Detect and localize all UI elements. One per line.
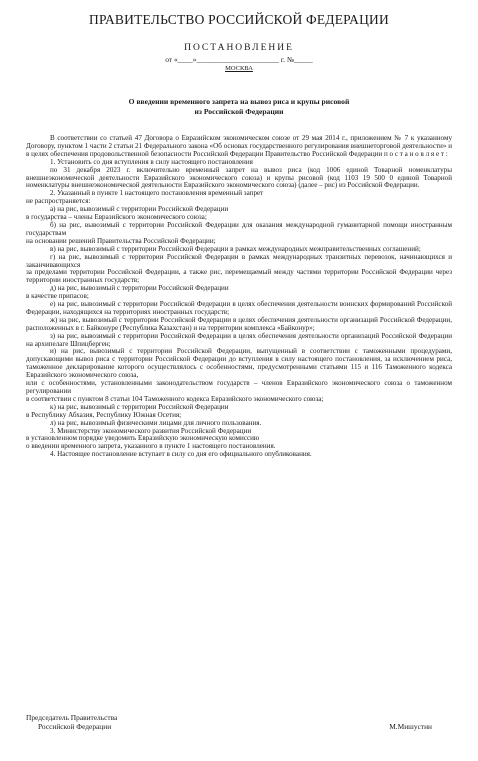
signatory-position-line-2: Российской Федерации xyxy=(38,722,112,731)
paragraph-item-4: 4. Настоящее постановление вступает в силу со дня его официального опубликования. xyxy=(50,450,312,459)
subitem-g: г) на рис, вывозимый с территории Российской Федерации в рамках международных транзитных перевозок, начинающихся и заканчивающихся xyxy=(26,252,452,269)
subitem-v: в) на рис, вывозимый с территории Российской Федерации в рамках международных межправительственных соглашений; xyxy=(50,244,421,253)
government-heading: ПРАВИТЕЛЬСТВО РОССИЙСКОЙ ФЕДЕРАЦИИ xyxy=(89,12,389,27)
signature-block xyxy=(26,713,432,731)
subitem-k: к) на рис, вывозимый с территории Российской Федерации xyxy=(50,402,229,411)
subitem-e: е) на рис, вывозимый с территории Российской Федерации в целях обеспечения деятельности воинских формирований Российской Федерации, находящихся на территориях иностранных государств; xyxy=(26,300,452,316)
subitem-i: и) на рис, вывозимый с территории Российской Федерации, выпущенный в соответствии с таможенными процедурами, допускающими вывоз риса с территории Российской Федерации до вступления в силу настоящего постановления, за исключением риса, таможенное декларирование которого осуществлялось с особенностями, предусмотренными статьями 115 и 116 Таможенного кодекса Евразийского экономического союза, xyxy=(26,347,452,380)
date-number-line: от «____»______________________ г. №_____ xyxy=(165,55,313,64)
paragraph-item-2-cont: не распространяется: xyxy=(26,197,91,206)
subitem-d: д) на рис, вывозимый с территории Российской Федерации xyxy=(50,284,229,293)
subitem-a-cont: в государства – члены Евразийского экономического союза; xyxy=(26,213,207,222)
signatory-position-line-1: Председатель Правительства xyxy=(26,713,118,722)
document-body xyxy=(26,135,452,459)
subitem-d-cont: в качестве припасов; xyxy=(26,292,89,301)
subitem-b-cont: на основании решений Правительства Российской Федерации; xyxy=(26,236,216,245)
paragraph-item-3: 3. Министерству экономического развития Российской Федерации xyxy=(50,426,252,435)
document-title xyxy=(26,97,452,117)
document-title-line-2: из Российской Федерации xyxy=(194,107,284,116)
subitem-i-cont-2: в соответствии с пунктом 8 статьи 104 Таможенного кодекса Евразийского экономического союза; xyxy=(26,394,324,403)
paragraph-item-1: 1. Установить со дня вступления в силу настоящего постановления xyxy=(50,157,253,166)
decree-heading: ПОСТАНОВЛЕНИЕ xyxy=(184,43,294,53)
subitem-l: л) на рис, вывозимый физическими лицами для личного пользования. xyxy=(50,418,262,427)
paragraph-item-3-cont-1: в установленном порядке уведомить Евразийскую экономическую комиссию xyxy=(26,434,260,443)
subitem-z: з) на рис, вывозимый с территории Российской Федерации в целях обеспечения деятельности организаций Российской Федерации на архипелаге Шпицберген; xyxy=(26,331,452,348)
paragraph-item-3-cont-2: о введении временного запрета, указанного в пункте 1 настоящего постановления. xyxy=(26,442,276,451)
subitem-zh: ж) на рис, вывозимый с территории Российской Федерации в целях обеспечения деятельности организаций Российской Федерации, расположенных в г. Байконуре (Республика Казахстан) и на территории комплекса «Байконур»; xyxy=(26,315,452,332)
signatory-name: М.Мишустин xyxy=(389,722,432,731)
city-label: МОСКВА xyxy=(225,65,253,72)
subitem-a: а) на рис, вывозимый с территории Российской Федерации xyxy=(50,205,229,214)
paragraph-preamble: В соответствии со статьей 47 Договора о Евразийском экономическом союзе от 29 мая 2014 г., приложением № 7 к указанному Договору, пунктом 1 части 2 статьи 21 Федерального закона «Об основах государственного регулирования внешнеторговой деятельности» и в целях обеспечения продовольственной безопасности Российской Федерации Правительство Российской Федерации п о с т а н о в л я е т : xyxy=(26,134,452,158)
paragraph-item-1-body: по 31 декабря 2023 г. включительно временный запрет на вывоз риса (код 1006 единой Товарной номенклатуры внешнеэкономической деятельности Евразийского экономического союза) и крупы рисовой (код 1103 19 500 0 единой Товарной номенклатуры внешнеэкономической деятельности Евразийского экономического союза) (далее – рис) из Российской Федерации. xyxy=(26,165,452,190)
subitem-i-cont-1: или с особенностями, установленными законодательством государств – членов Евразийского экономического союза о таможенном регулировании xyxy=(26,379,452,395)
paragraph-item-2: 2. Указанный в пункте 1 настоящего постановления временный запрет xyxy=(50,189,264,198)
subitem-k-cont: в Республику Абхазия, Республику Южная Осетия; xyxy=(26,410,182,419)
subitem-g-cont: за пределами территории Российской Федерации, а также рис, перемещаемый между частями территории Российской Федерации через территории иностранных государств; xyxy=(26,268,452,285)
subitem-b: б) на рис, вывозимый с территории Российской Федерации для оказания международной гуманитарной помощи иностранным государствам xyxy=(26,220,452,237)
document-title-line-1: О введении временного запрета на вывоз риса и крупы рисовой xyxy=(128,97,350,106)
